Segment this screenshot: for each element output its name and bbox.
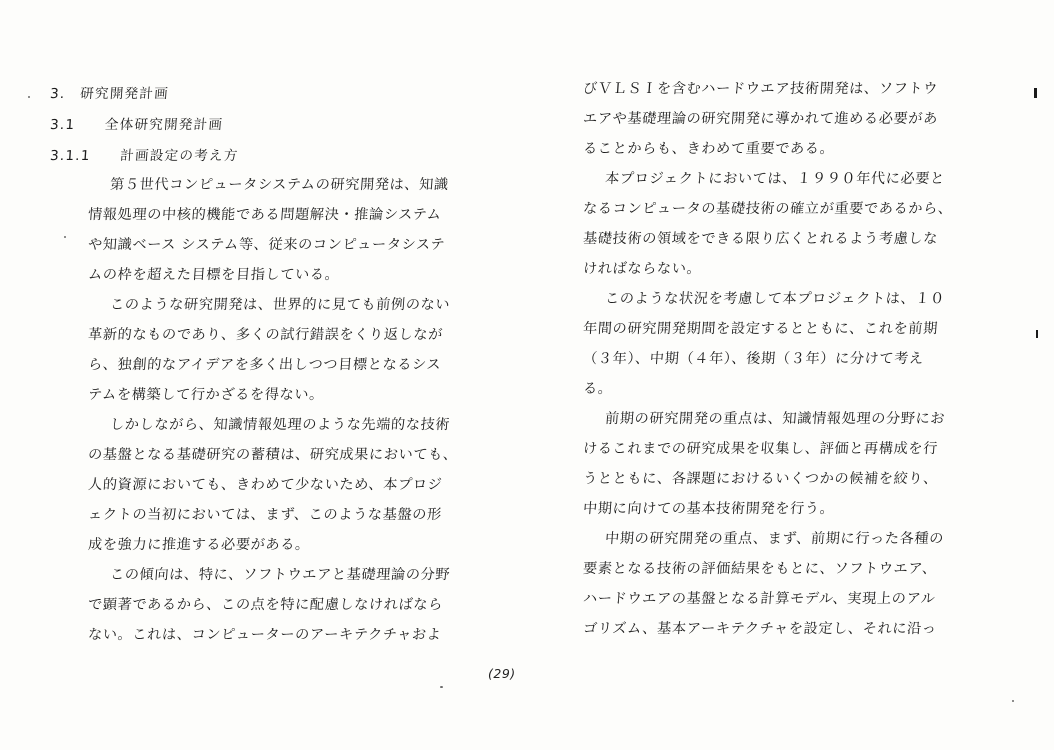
text-line: 本プロジェクトにおいては、１９９０年代に必要と <box>604 171 946 187</box>
scan-edge-mark <box>1036 330 1038 338</box>
text-line: 人的資源においても、きわめて少ないため、本プロジ <box>87 477 443 493</box>
text-line: 要素となる技術の評価結果をもとに、ソフトウエア、 <box>582 561 938 577</box>
text-line: このような研究開発は、世界的に見ても前例のない <box>109 297 451 313</box>
text-line: の基盤となる基礎研究の蓄積は、研究成果においても、 <box>87 447 459 463</box>
scan-speck <box>64 236 66 238</box>
subsubsection-heading: 3.1.1 計画設定の考え方 <box>49 148 240 164</box>
text-line: ムの枠を超えた目標を目指している。 <box>87 267 340 283</box>
text-line: 革新的なものであり、多くの試行錯誤をくり返しなが <box>87 327 444 343</box>
text-line: ら、独創的なアイデアを多く出しつつ目標となるシス <box>87 357 442 373</box>
text-line: 第５世代コンピュータシステムの研究開発は、知識 <box>109 177 450 193</box>
text-line: ェクトの当初においては、まず、このような基盤の形 <box>87 507 443 523</box>
text-line: テムを構築して行かざるを得ない。 <box>87 387 325 403</box>
section-heading: 3. 研究開発計画 <box>49 86 170 102</box>
text-line: エアや基礎理論の研究開発に導かれて進める必要があ <box>582 111 939 127</box>
scan-speck <box>440 686 443 688</box>
text-line: 基礎技術の領域をできる限り広くとれるよう考慮しな <box>582 231 939 247</box>
text-line: なるコンピュータの基礎技術の確立が重要であるから、 <box>582 201 954 217</box>
text-line: る。 <box>582 381 614 397</box>
text-line: ハードウエアの基盤となる計算モデル、実現上のアル <box>582 591 937 607</box>
text-line: びＶＬＳＩを含むハードウエア技術開発は、ソフトウ <box>582 81 939 97</box>
text-line: ければならない。 <box>582 261 702 277</box>
text-line: 年間の研究開発期間を設定するとともに、これを前期 <box>582 321 939 337</box>
page-number: (29) <box>488 666 516 681</box>
text-line: ることからも、きわめて重要である。 <box>582 141 835 157</box>
text-line: 前期の研究開発の重点は、知識情報処理の分野にお <box>604 411 946 427</box>
text-line: 成を強力に推進する必要がある。 <box>87 537 311 553</box>
scan-edge-mark <box>1034 88 1037 98</box>
text-line: 中期の研究開発の重点、まず、前期に行った各種の <box>604 531 945 547</box>
text-line: ない。これは、コンピューターのアーキテクチャおよ <box>87 627 443 643</box>
text-line: で顕著であるから、この点を特に配慮しなければなら <box>87 597 444 613</box>
text-line: うとともに、各課題におけるいくつかの候補を絞り、 <box>582 471 939 487</box>
text-line: 情報処理の中核的機能である問題解決・推論システム <box>87 207 443 223</box>
subsection-heading: 3.1 全体研究開発計画 <box>49 117 224 133</box>
text-line: この傾向は、特に、ソフトウエアと基礎理論の分野 <box>109 567 451 583</box>
text-line: や知識ベース システム等、従来のコンピュータシステ <box>87 237 446 253</box>
text-line: 中期に向けての基本技術開発を行う。 <box>582 501 835 517</box>
text-line: けるこれまでの研究成果を収集し、評価と再構成を行 <box>582 441 939 457</box>
scan-speck <box>28 96 30 98</box>
text-line: しかしながら、知識情報処理のような先端的な技術 <box>109 417 451 433</box>
scan-speck <box>1012 700 1014 702</box>
text-line: このような状況を考慮して本プロジェクトは、１０ <box>604 291 946 307</box>
text-line: ゴリズム、基本アーキテクチャを設定し、それに沿っ <box>582 621 938 637</box>
text-line: （３年）、中期（４年）、後期（３年）に分けて考え <box>582 351 925 367</box>
